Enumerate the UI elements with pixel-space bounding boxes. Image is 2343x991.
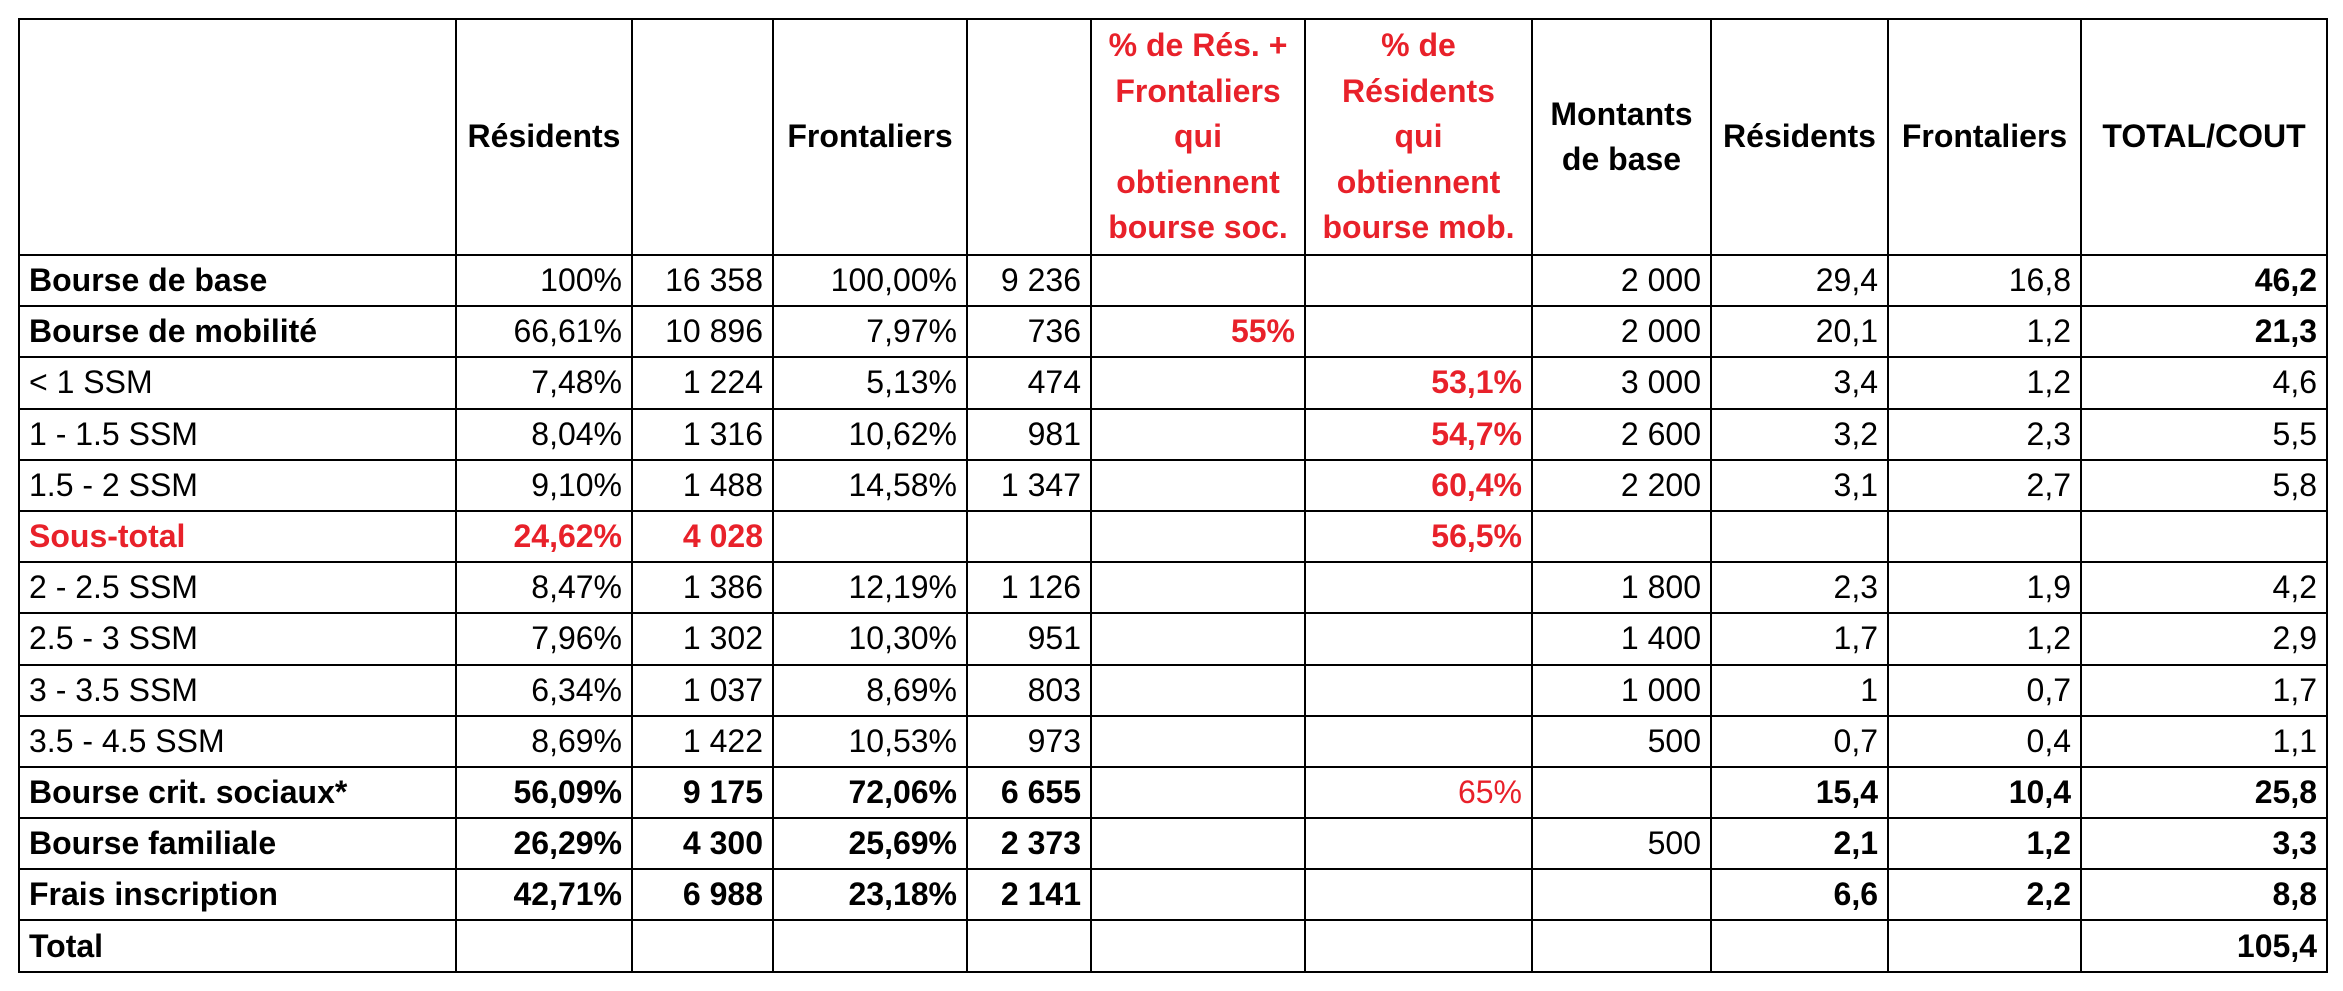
residents-pct-cell: [456, 920, 632, 971]
residents-pct-cell: 7,96%: [456, 613, 632, 664]
residents-amount-cell: 15,4: [1711, 767, 1888, 818]
frontaliers-amount-cell: [1888, 511, 2081, 562]
pct-mob-cell: 54,7%: [1305, 409, 1532, 460]
frontaliers-pct-cell: 10,30%: [773, 613, 967, 664]
residents-amount-cell: [1711, 511, 1888, 562]
row-label: 1 - 1.5 SSM: [19, 409, 456, 460]
header-cell-empty: [967, 19, 1091, 255]
pct-soc-cell: [1091, 613, 1305, 664]
frontaliers-pct-cell: 72,06%: [773, 767, 967, 818]
total-cell: 5,5: [2081, 409, 2327, 460]
frontaliers-amount-cell: 2,7: [1888, 460, 2081, 511]
residents-count-cell: 1 386: [632, 562, 773, 613]
table-row: [19, 716, 2327, 767]
row-label: < 1 SSM: [19, 357, 456, 408]
frontaliers-pct-cell: 10,62%: [773, 409, 967, 460]
residents-count-cell: 1 316: [632, 409, 773, 460]
residents-count-cell: 16 358: [632, 255, 773, 306]
table-row: [19, 255, 2327, 306]
montant-cell: 2 000: [1532, 255, 1711, 306]
frontaliers-pct-cell: 23,18%: [773, 869, 967, 920]
header-montants-de-base: Montants de base: [1532, 19, 1711, 255]
table-row: [19, 460, 2327, 511]
pct-mob-cell: [1305, 306, 1532, 357]
pct-mob-cell: [1305, 562, 1532, 613]
frontaliers-pct-cell: 5,13%: [773, 357, 967, 408]
montant-cell: 500: [1532, 818, 1711, 869]
row-label: 2 - 2.5 SSM: [19, 562, 456, 613]
frontaliers-count-cell: [967, 920, 1091, 971]
pct-mob-cell: 60,4%: [1305, 460, 1532, 511]
frontaliers-amount-cell: 1,2: [1888, 306, 2081, 357]
pct-mob-cell: [1305, 613, 1532, 664]
residents-amount-cell: 1: [1711, 665, 1888, 716]
frontaliers-pct-cell: 25,69%: [773, 818, 967, 869]
frontaliers-count-cell: 474: [967, 357, 1091, 408]
row-label: 1.5 - 2 SSM: [19, 460, 456, 511]
residents-pct-cell: 100%: [456, 255, 632, 306]
residents-count-cell: 1 302: [632, 613, 773, 664]
frontaliers-count-cell: [967, 511, 1091, 562]
frontaliers-count-cell: 981: [967, 409, 1091, 460]
residents-count-cell: 6 988: [632, 869, 773, 920]
total-cell: 8,8: [2081, 869, 2327, 920]
frontaliers-pct-cell: 10,53%: [773, 716, 967, 767]
residents-amount-cell: 6,6: [1711, 869, 1888, 920]
table-row: [19, 409, 2327, 460]
pct-soc-cell: [1091, 818, 1305, 869]
pct-soc-cell: [1091, 255, 1305, 306]
frontaliers-count-cell: 803: [967, 665, 1091, 716]
frontaliers-amount-cell: 16,8: [1888, 255, 2081, 306]
residents-count-cell: 1 037: [632, 665, 773, 716]
frontaliers-amount-cell: 1,2: [1888, 357, 2081, 408]
pct-mob-cell: [1305, 255, 1532, 306]
residents-amount-cell: 3,4: [1711, 357, 1888, 408]
table-row: [19, 767, 2327, 818]
header-residents: Résidents: [456, 19, 632, 255]
pct-soc-cell: [1091, 357, 1305, 408]
residents-count-cell: 10 896: [632, 306, 773, 357]
residents-pct-cell: 42,71%: [456, 869, 632, 920]
frontaliers-count-cell: 9 236: [967, 255, 1091, 306]
table-row: [19, 306, 2327, 357]
row-label: 3.5 - 4.5 SSM: [19, 716, 456, 767]
residents-pct-cell: 24,62%: [456, 511, 632, 562]
pct-mob-cell: 65%: [1305, 767, 1532, 818]
frontaliers-pct-cell: 14,58%: [773, 460, 967, 511]
residents-amount-cell: 20,1: [1711, 306, 1888, 357]
residents-amount-cell: 2,1: [1711, 818, 1888, 869]
row-label: Bourse crit. sociaux*: [19, 767, 456, 818]
header-cell-empty: [19, 19, 456, 255]
pct-soc-cell: [1091, 409, 1305, 460]
pct-mob-cell: [1305, 716, 1532, 767]
total-cell: 2,9: [2081, 613, 2327, 664]
total-cell: [2081, 511, 2327, 562]
frontaliers-pct-cell: [773, 920, 967, 971]
total-cell: 4,6: [2081, 357, 2327, 408]
grand-total-cell: 105,4: [2081, 920, 2327, 971]
row-label: Bourse de base: [19, 255, 456, 306]
pct-mob-cell: [1305, 920, 1532, 971]
pct-soc-cell: [1091, 869, 1305, 920]
montant-cell: [1532, 511, 1711, 562]
pct-mob-cell: [1305, 665, 1532, 716]
total-row: [19, 920, 2327, 971]
montant-cell: [1532, 869, 1711, 920]
frontaliers-pct-cell: [773, 511, 967, 562]
montant-cell: [1532, 920, 1711, 971]
montant-cell: 2 200: [1532, 460, 1711, 511]
table-row: [19, 613, 2327, 664]
table-row: [19, 357, 2327, 408]
residents-count-cell: 4 300: [632, 818, 773, 869]
frontaliers-amount-cell: 0,7: [1888, 665, 2081, 716]
row-label: Sous-total: [19, 511, 456, 562]
montant-cell: 1 400: [1532, 613, 1711, 664]
residents-count-cell: 9 175: [632, 767, 773, 818]
row-label: Total: [19, 920, 456, 971]
residents-amount-cell: 0,7: [1711, 716, 1888, 767]
total-cell: 3,3: [2081, 818, 2327, 869]
montant-cell: [1532, 767, 1711, 818]
frontaliers-count-cell: 736: [967, 306, 1091, 357]
table-row: [19, 869, 2327, 920]
header-cell-empty: [632, 19, 773, 255]
frontaliers-amount-cell: 1,2: [1888, 818, 2081, 869]
pct-mob-cell: [1305, 818, 1532, 869]
frontaliers-pct-cell: 12,19%: [773, 562, 967, 613]
pct-soc-cell: [1091, 511, 1305, 562]
table-row: [19, 562, 2327, 613]
montant-cell: 1 800: [1532, 562, 1711, 613]
residents-count-cell: 1 422: [632, 716, 773, 767]
frontaliers-count-cell: 951: [967, 613, 1091, 664]
frontaliers-pct-cell: 100,00%: [773, 255, 967, 306]
total-cell: 21,3: [2081, 306, 2327, 357]
residents-pct-cell: 56,09%: [456, 767, 632, 818]
residents-amount-cell: 3,1: [1711, 460, 1888, 511]
residents-count-cell: 4 028: [632, 511, 773, 562]
frontaliers-count-cell: 2 141: [967, 869, 1091, 920]
frontaliers-count-cell: 1 126: [967, 562, 1091, 613]
pct-soc-cell: [1091, 767, 1305, 818]
frontaliers-amount-cell: [1888, 920, 2081, 971]
pct-soc-cell: 55%: [1091, 306, 1305, 357]
frontaliers-pct-cell: 8,69%: [773, 665, 967, 716]
residents-pct-cell: 7,48%: [456, 357, 632, 408]
subtotal-row: [19, 511, 2327, 562]
frontaliers-count-cell: 2 373: [967, 818, 1091, 869]
residents-pct-cell: 6,34%: [456, 665, 632, 716]
row-label: Frais inscription: [19, 869, 456, 920]
header-row: [19, 19, 2327, 255]
pct-soc-cell: [1091, 716, 1305, 767]
residents-pct-cell: 8,04%: [456, 409, 632, 460]
residents-pct-cell: 8,69%: [456, 716, 632, 767]
residents-pct-cell: 9,10%: [456, 460, 632, 511]
total-cell: 5,8: [2081, 460, 2327, 511]
residents-amount-cell: 3,2: [1711, 409, 1888, 460]
row-label: 3 - 3.5 SSM: [19, 665, 456, 716]
row-label: Bourse familiale: [19, 818, 456, 869]
row-label: 2.5 - 3 SSM: [19, 613, 456, 664]
montant-cell: 2 600: [1532, 409, 1711, 460]
pct-soc-cell: [1091, 460, 1305, 511]
pct-soc-cell: [1091, 665, 1305, 716]
header-pct-bourse-mob: % de Résidents qui obtiennent bourse mob.: [1305, 19, 1532, 255]
frontaliers-count-cell: 6 655: [967, 767, 1091, 818]
pct-mob-cell: 53,1%: [1305, 357, 1532, 408]
header-frontaliers: Frontaliers: [773, 19, 967, 255]
header-pct-bourse-soc: % de Rés. + Frontaliers qui obtiennent bourse soc.: [1091, 19, 1305, 255]
residents-count-cell: [632, 920, 773, 971]
frontaliers-amount-cell: 10,4: [1888, 767, 2081, 818]
total-cell: 46,2: [2081, 255, 2327, 306]
frontaliers-count-cell: 973: [967, 716, 1091, 767]
header-residents-amount: Résidents: [1711, 19, 1888, 255]
pct-soc-cell: [1091, 920, 1305, 971]
residents-amount-cell: [1711, 920, 1888, 971]
pct-mob-cell: [1305, 869, 1532, 920]
bourse-cost-table: [18, 18, 2328, 973]
montant-cell: 3 000: [1532, 357, 1711, 408]
header-frontaliers-amount: Frontaliers: [1888, 19, 2081, 255]
frontaliers-amount-cell: 1,2: [1888, 613, 2081, 664]
residents-pct-cell: 66,61%: [456, 306, 632, 357]
table-row: [19, 665, 2327, 716]
total-cell: 1,7: [2081, 665, 2327, 716]
frontaliers-amount-cell: 2,2: [1888, 869, 2081, 920]
montant-cell: 500: [1532, 716, 1711, 767]
total-cell: 25,8: [2081, 767, 2327, 818]
pct-mob-cell: 56,5%: [1305, 511, 1532, 562]
frontaliers-amount-cell: 1,9: [1888, 562, 2081, 613]
header-total-cout: TOTAL/COUT: [2081, 19, 2327, 255]
montant-cell: 2 000: [1532, 306, 1711, 357]
frontaliers-count-cell: 1 347: [967, 460, 1091, 511]
montant-cell: 1 000: [1532, 665, 1711, 716]
table-row: [19, 818, 2327, 869]
total-cell: 1,1: [2081, 716, 2327, 767]
residents-count-cell: 1 224: [632, 357, 773, 408]
residents-pct-cell: 26,29%: [456, 818, 632, 869]
frontaliers-amount-cell: 2,3: [1888, 409, 2081, 460]
residents-amount-cell: 1,7: [1711, 613, 1888, 664]
frontaliers-amount-cell: 0,4: [1888, 716, 2081, 767]
pct-soc-cell: [1091, 562, 1305, 613]
residents-amount-cell: 2,3: [1711, 562, 1888, 613]
residents-count-cell: 1 488: [632, 460, 773, 511]
residents-amount-cell: 29,4: [1711, 255, 1888, 306]
residents-pct-cell: 8,47%: [456, 562, 632, 613]
total-cell: 4,2: [2081, 562, 2327, 613]
frontaliers-pct-cell: 7,97%: [773, 306, 967, 357]
row-label: Bourse de mobilité: [19, 306, 456, 357]
